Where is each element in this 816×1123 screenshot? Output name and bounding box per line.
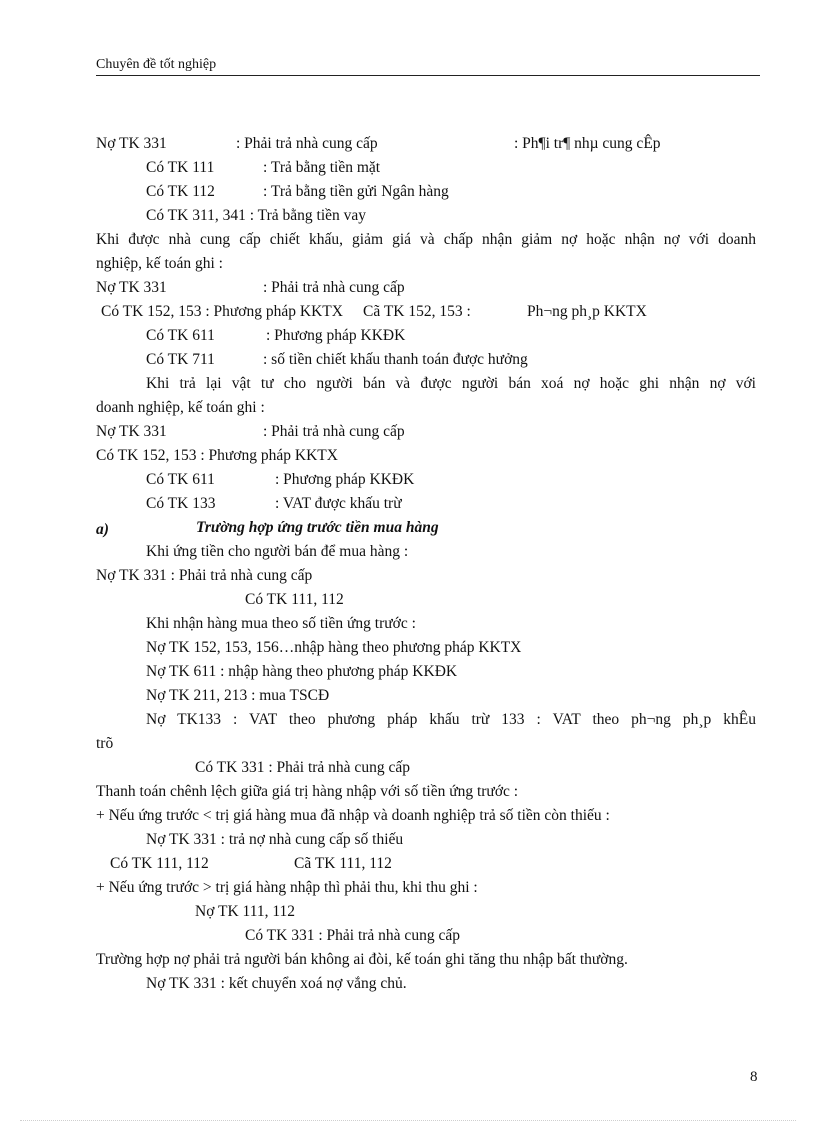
text-line: Nợ TK 331 bbox=[96, 135, 167, 152]
text-line: Cã TK 111, 112 bbox=[294, 855, 392, 872]
text-line: Thanh toán chênh lệch giữa giá trị hàng nhập với số tiền ứng trước : bbox=[96, 783, 519, 800]
text-line: + Nếu ứng trước > trị giá hàng nhập thì phải thu, khi thu ghi : bbox=[96, 879, 478, 896]
text-line: Có TK 133 bbox=[146, 495, 216, 512]
section-label: a) bbox=[96, 521, 109, 538]
text-line: Trường hợp nợ phải trả người bán không ai đòi, kế toán ghi tăng thu nhập bất thường. bbox=[96, 951, 628, 968]
text-line: : Phải trả nhà cung cấp bbox=[236, 135, 378, 152]
text-line: Có TK 112 bbox=[146, 183, 215, 200]
text-line: Có TK 111, 112 bbox=[110, 855, 209, 872]
text-line: : số tiền chiết khấu thanh toán được hưởng bbox=[263, 351, 528, 368]
text-line: Khi trả lại vật tư cho người bán và được người bán xoá nợ hoặc ghi nhận nợ với bbox=[146, 375, 756, 392]
text-line: : Ph¶i tr¶ nhµ cung cÊp bbox=[514, 135, 661, 152]
text-line: Có TK 331 : Phải trả nhà cung cấp bbox=[195, 759, 410, 776]
text-line: Có TK 152, 153 : Phương pháp KKTX bbox=[101, 303, 343, 320]
section-heading: Trường hợp ứng trước tiền mua hàng bbox=[196, 519, 439, 536]
text-line: Có TK 611 bbox=[146, 327, 215, 344]
text-line: Nợ TK 611 : nhập hàng theo phương pháp KKĐK bbox=[146, 663, 458, 680]
text-line: Nợ TK 211, 213 : mua TSCĐ bbox=[146, 687, 330, 704]
text-line: Có TK 111, 112 bbox=[245, 591, 344, 608]
text-line: Nợ TK 111, 112 bbox=[195, 903, 296, 920]
text-line: : Trả bằng tiền mặt bbox=[263, 159, 381, 176]
text-line: Khi ứng tiền cho người bán để mua hàng : bbox=[146, 543, 409, 560]
text-line: Khi được nhà cung cấp chiết khấu, giảm giá và chấp nhận giảm nợ hoặc nhận nợ với doanh bbox=[96, 231, 756, 248]
text-line: doanh nghiệp, kế toán ghi : bbox=[96, 399, 265, 416]
text-line: : Phải trả nhà cung cấp bbox=[263, 279, 405, 296]
text-line: Nợ TK 152, 153, 156…nhập hàng theo phương pháp KKTX bbox=[146, 639, 522, 656]
text-line: Có TK 331 : Phải trả nhà cung cấp bbox=[245, 927, 460, 944]
text-line: Có TK 152, 153 : Phương pháp KKTX bbox=[96, 447, 338, 464]
header-title: Chuyên đề tốt nghiệp bbox=[96, 57, 217, 72]
text-line: Nợ TK 331 : Phải trả nhà cung cấp bbox=[96, 567, 313, 584]
text-line: Có TK 611 bbox=[146, 471, 215, 488]
text-line: Có TK 711 bbox=[146, 351, 215, 368]
text-line: Nợ TK 331 bbox=[96, 423, 167, 440]
text-line: Cã TK 152, 153 : bbox=[363, 303, 471, 320]
text-line: trõ bbox=[96, 735, 114, 752]
text-line: : Phải trả nhà cung cấp bbox=[263, 423, 405, 440]
text-line: Nợ TK133 : VAT theo phương pháp khấu trừ 133 : VAT theo ph¬ng ph¸p khÊu bbox=[146, 711, 756, 728]
text-line: Có TK 311, 341 : Trả bằng tiền vay bbox=[146, 207, 367, 224]
text-line: Ph¬ng ph¸p KKTX bbox=[527, 303, 647, 320]
text-line: nghiệp, kế toán ghi : bbox=[96, 255, 223, 272]
page-header bbox=[96, 55, 760, 76]
text-line: : Phương pháp KKĐK bbox=[275, 471, 415, 488]
text-line: + Nếu ứng trước < trị giá hàng mua đã nhập và doanh nghiệp trả số tiền còn thiếu : bbox=[96, 807, 610, 824]
text-line: : VAT được khấu trừ bbox=[275, 495, 402, 512]
page-bottom-divider bbox=[20, 1120, 796, 1121]
text-line: Nợ TK 331 : trả nợ nhà cung cấp số thiếu bbox=[146, 831, 404, 848]
text-line: : Trả bằng tiền gửi Ngân hàng bbox=[263, 183, 449, 200]
text-line: Khi nhận hàng mua theo số tiền ứng trước : bbox=[146, 615, 416, 632]
text-line: Nợ TK 331 : kết chuyển xoá nợ vắng chủ. bbox=[146, 975, 407, 992]
text-line: : Phương pháp KKĐK bbox=[266, 327, 406, 344]
text-line: Có TK 111 bbox=[146, 159, 215, 176]
page-number: 8 bbox=[750, 1069, 758, 1085]
text-line: Nợ TK 331 bbox=[96, 279, 167, 296]
